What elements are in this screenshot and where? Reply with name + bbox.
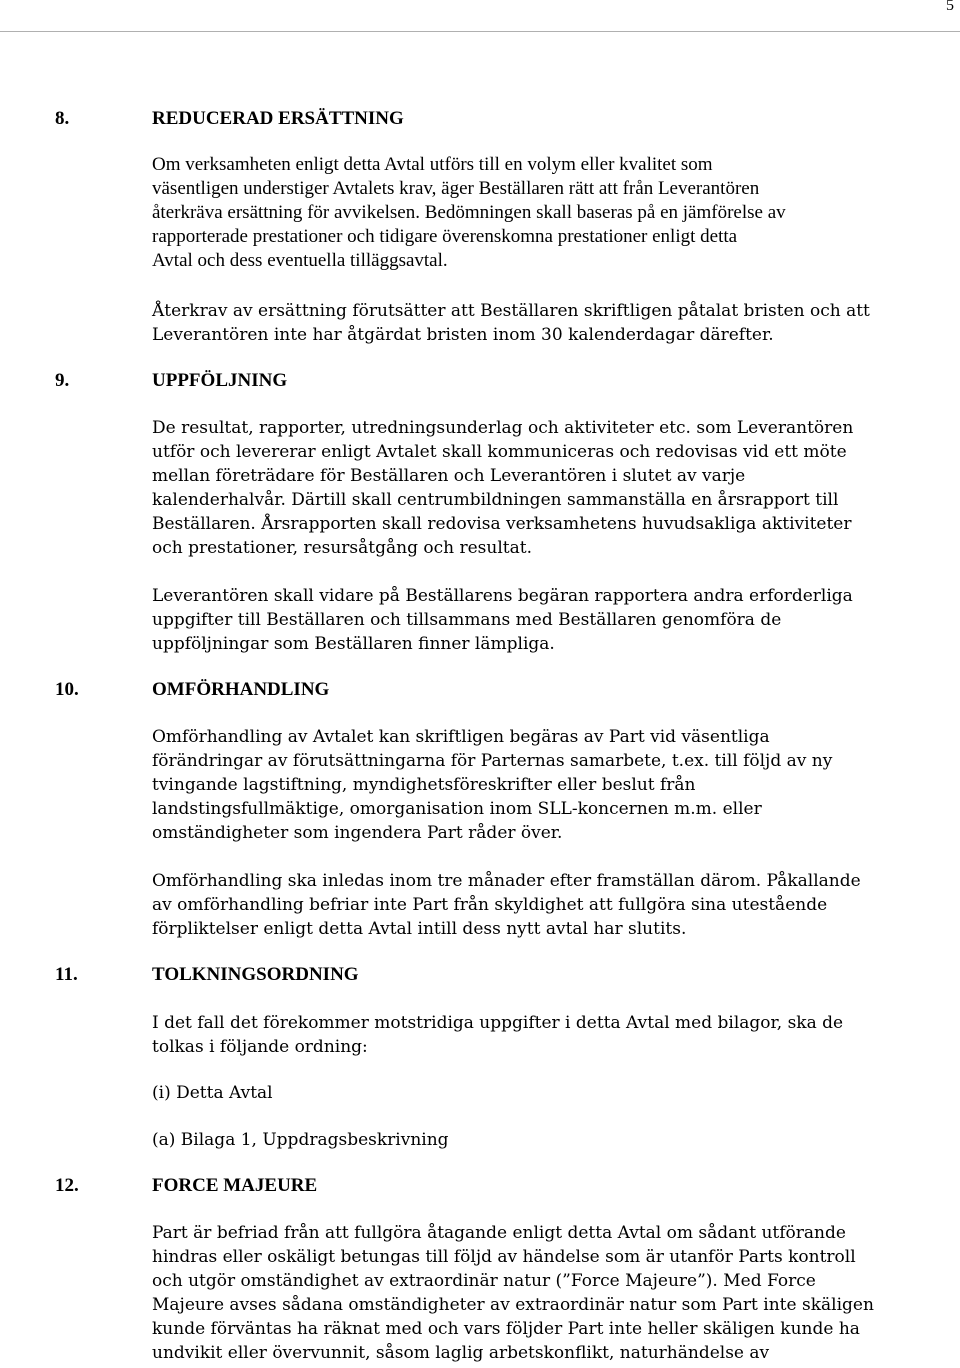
text-line: utför och levererar enligt Avtalet skall kommuniceras och redovisas vid ett möte [152,442,847,462]
text-line: rapporterade prestationer och tidigare överenskomna prestationer enligt detta [152,226,738,247]
section-8-paragraph-1 [152,153,927,273]
text-line: som Leverantören [690,418,854,438]
section-9-paragraph-1 [152,416,927,560]
section-12-paragraph-1 [152,1221,927,1365]
section-title: FORCE MAJEURE [152,1175,318,1196]
text-line: Återkrav av ersättning förutsätter att Beställaren skriftligen påtalat bristen och att [152,301,870,321]
text-line: mellan företrädare för Beställaren och Leverantören i slutet av varje [152,466,746,486]
text-line: uppföljningar som Beställaren finner lämpliga. [152,634,555,654]
text-line: I det fall det förekommer motstridiga uppgifter i detta Avtal med bilagor, ska de [152,1013,844,1033]
text-line: förändringar av förutsättningarna för Parternas samarbete, t.ex. till följd av ny [152,751,833,771]
text-line: landstingsfullmäktige, omorganisation inom SLL-koncernen m.m. eller [152,799,762,819]
text-line: av omförhandling befriar inte Part från skyldighet att fullgöra sina utestående [152,895,828,915]
text-line: Avtal och dess eventuella tilläggsavtal. [152,250,448,271]
section-title: TOLKNINGSORDNING [152,964,359,985]
section-number: 10. [55,679,79,700]
text-line: Majeure avses sådana omständigheter av extraordinär natur som Part inte skäligen [152,1295,874,1315]
text-line: Leverantören inte har åtgärdat bristen inom 30 kalenderdagar därefter. [152,325,774,345]
section-11-item-a [152,1128,927,1152]
text-line: och utgör omständighet av extraordinär natur (”Force Majeure”). Med Force [152,1271,816,1291]
text-line: Omförhandling ska inledas inom tre månader efter framställan därom. Påkallande [152,871,861,891]
section-number: 9. [55,370,70,391]
text-line: undvikit eller övervunnit, såsom laglig arbetskonflikt, naturhändelse av [152,1343,770,1363]
text-line: uppgifter till Beställaren och tillsammans med Beställaren genomföra de [152,610,782,630]
text-line: Om verksamheten enligt detta Avtal utförs till en volym eller kvalitet som [152,154,713,175]
section-number: 11. [55,964,78,985]
text-line: kunde förväntas ha räknat med och vars följder Part inte heller skäligen kunde ha [152,1319,860,1339]
text-line: Omförhandling av Avtalet kan skriftligen begäras av Part vid väsentliga [152,727,770,747]
text-line: omständigheter som ingendera Part råder över. [152,823,563,843]
text-line: väsentligen understiger Avtalets krav, äger Beställaren rätt att från Leverantören [152,178,760,199]
text-line: Part är befriad från att fullgöra åtagande enligt detta Avtal om sådant utförande [152,1223,846,1243]
section-number: 8. [55,108,70,129]
text-line: Bedömningen skall baseras på en jämförelse av [420,202,786,223]
text-line: tvingande lagstiftning, myndighetsföreskrifter eller beslut från [152,775,696,795]
section-title: UPPFÖLJNING [152,370,288,391]
list-item: (a) Bilaga 1, Uppdragsbeskrivning [152,1130,449,1150]
text-line: Leverantören skall vidare på Beställarens begäran rapportera andra erforderliga [152,586,853,606]
header-rule [0,31,960,32]
text-line: och prestationer, resursåtgång och resultat. [152,538,532,558]
page-number: 5 [946,0,954,14]
text-line: Beställaren. Årsrapporten skall redovisa verksamhetens huvudsakliga aktiviteter [152,514,852,534]
section-11-paragraph-1 [152,1011,927,1059]
list-item: (i) Detta Avtal [152,1083,273,1103]
text-line: tolkas i följande ordning: [152,1037,368,1057]
text-line: förpliktelser enligt detta Avtal intill dess nytt avtal har slutits. [152,919,687,939]
section-8-paragraph-2 [152,299,927,347]
text-line: återkräva ersättning för avvikelsen. [152,202,420,223]
section-10-paragraph-1 [152,725,927,845]
text-line: kalenderhalvår. Därtill skall centrumbildningen sammanställa en årsrapport till [152,490,839,510]
section-number: 12. [55,1175,79,1196]
section-11-item-i [152,1081,927,1105]
section-9-paragraph-2 [152,584,927,656]
section-title: REDUCERAD ERSÄTTNING [152,108,404,129]
section-10-paragraph-2 [152,869,927,941]
text-line: De resultat, rapporter, utredningsunderlag och aktiviteter etc. [152,418,691,438]
section-title: OMFÖRHANDLING [152,679,330,700]
text-line: hindras eller oskäligt betungas till följd av händelse som är utanför Parts kontroll [152,1247,856,1267]
